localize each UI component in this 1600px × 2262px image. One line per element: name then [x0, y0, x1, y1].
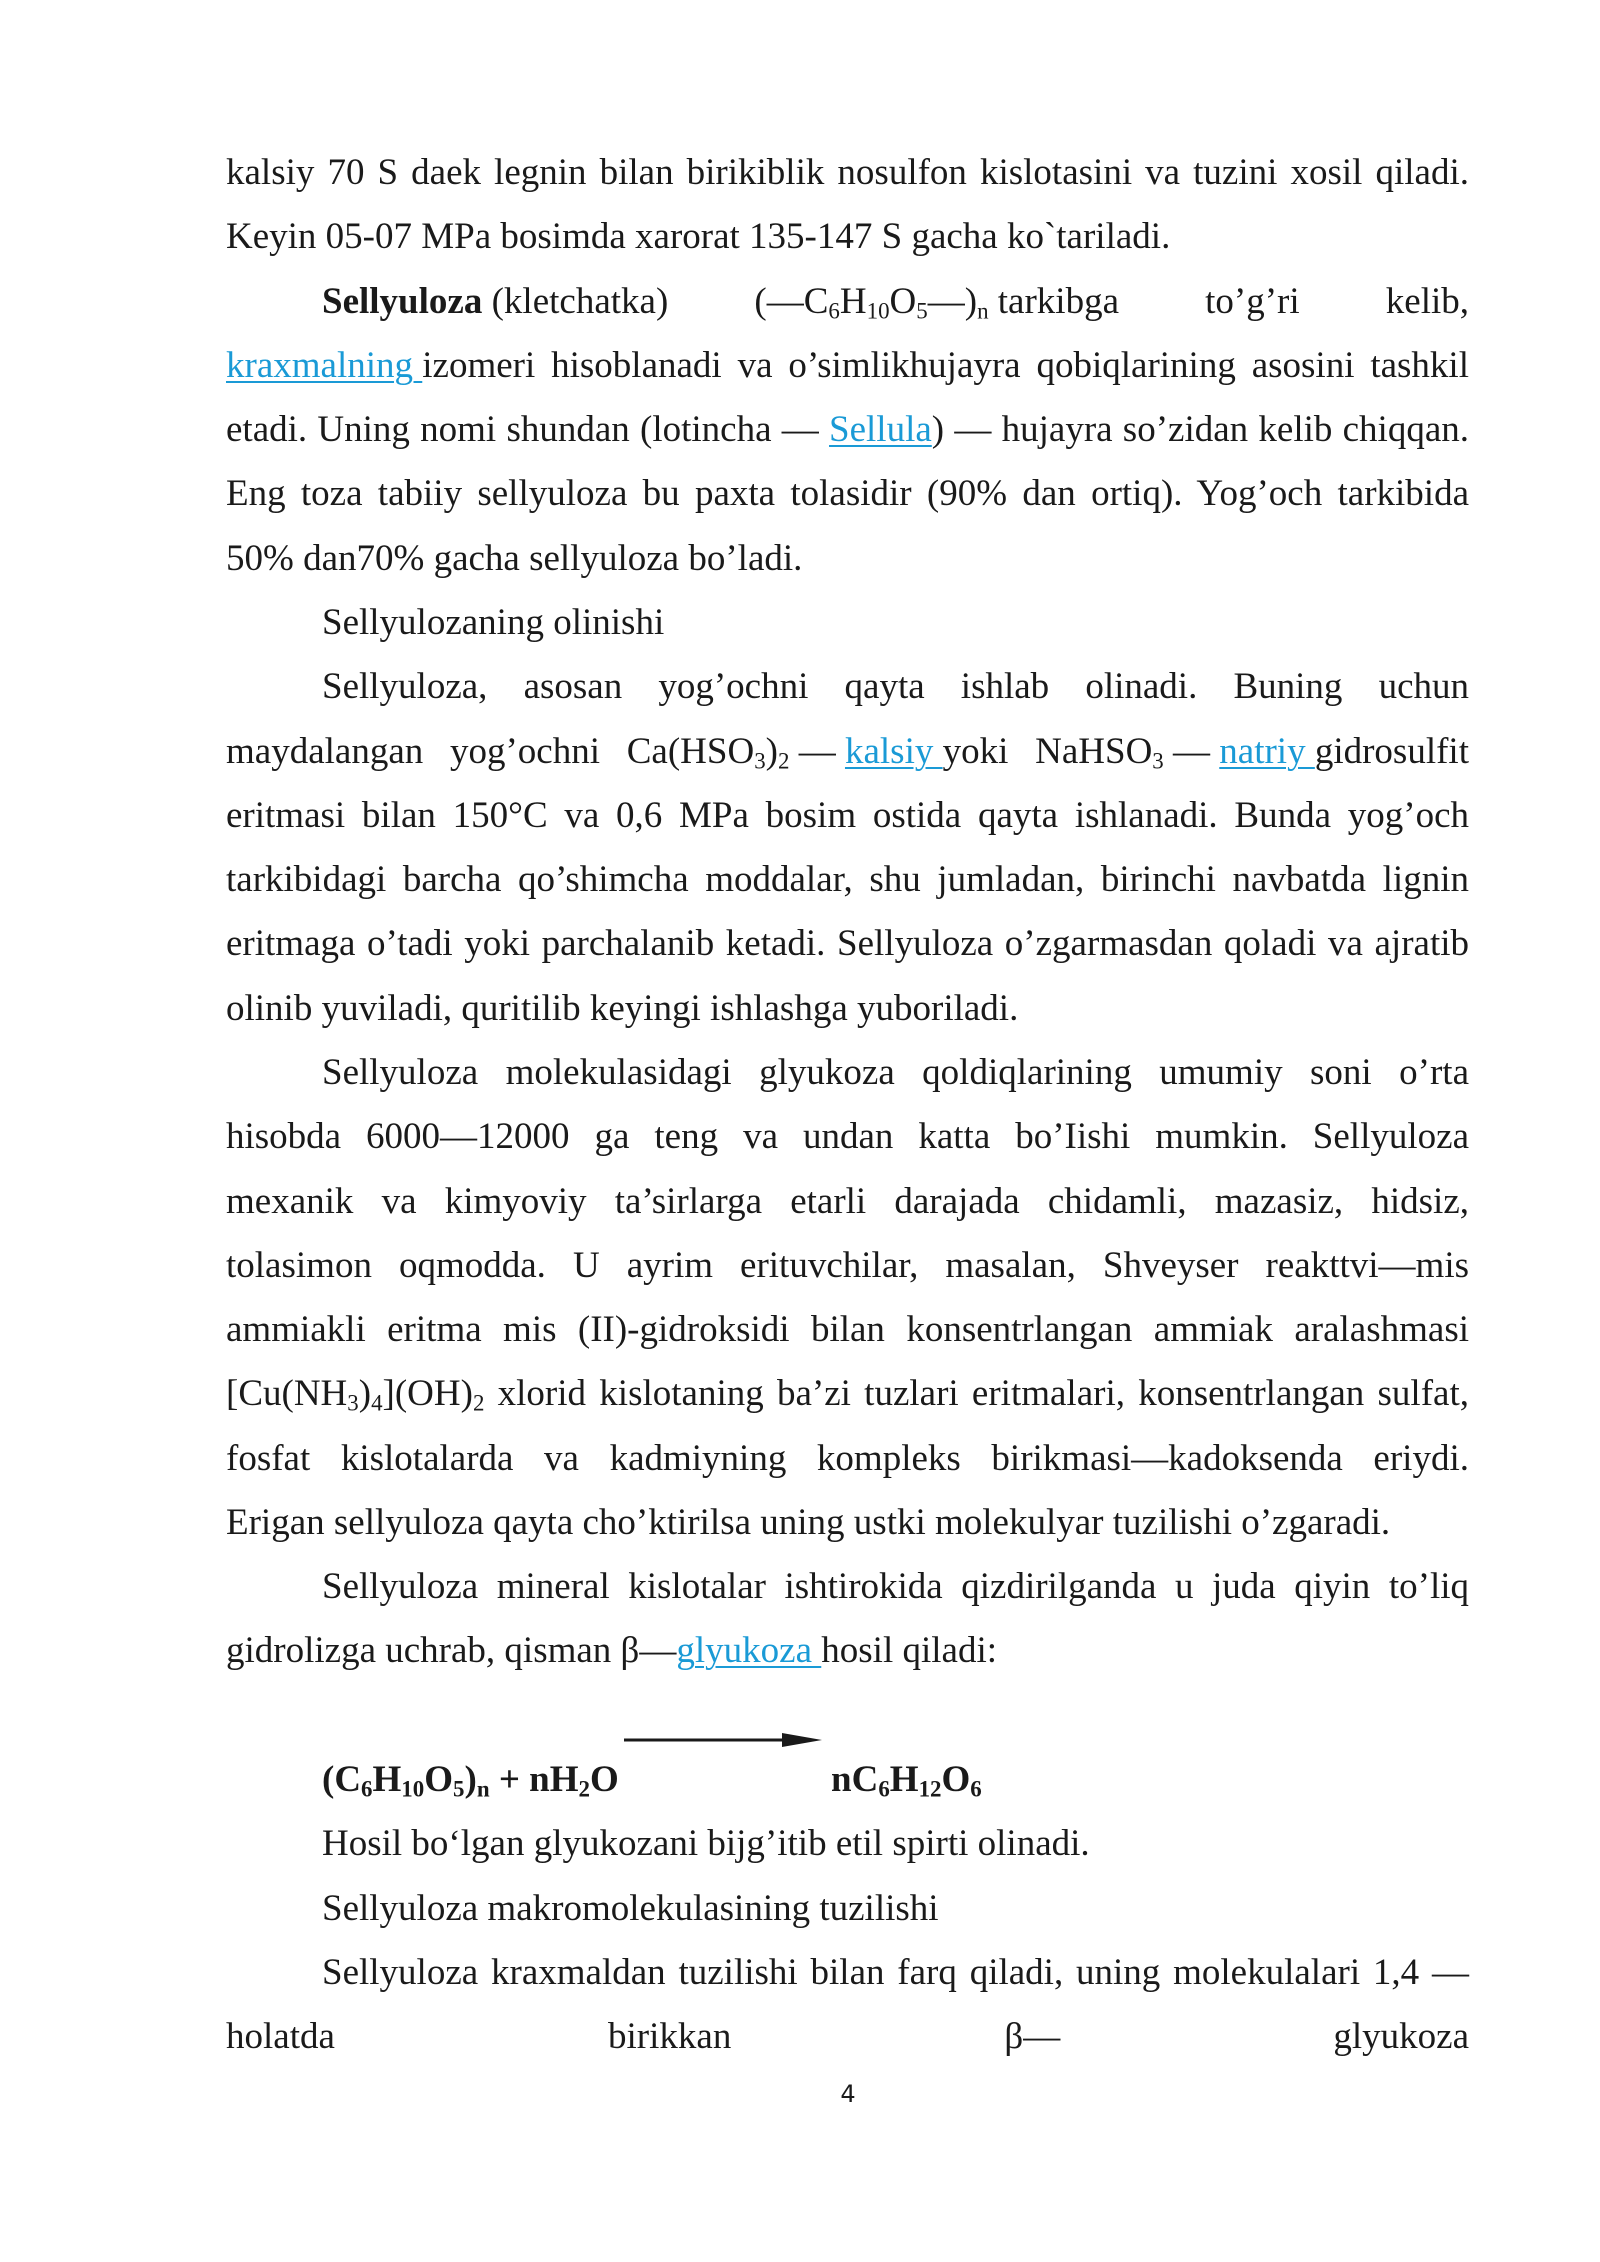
- text-line: [226, 270, 1469, 334]
- text-run: xlorid kislotaning ba’zi tuzlari eritmalari, konsentrlangan sulfat,: [484, 1373, 1469, 1415]
- text-run: izomeri hisoblanadi va o’simlikhujayra qobiqlarining asosini tashkil: [422, 344, 1469, 386]
- text-run: —): [927, 280, 978, 322]
- text-run: O: [590, 1759, 619, 1801]
- link-glyukoza[interactable]: glyukoza: [676, 1630, 822, 1672]
- text-run: NaHSO: [1035, 730, 1153, 772]
- text-line: [226, 2005, 1469, 2069]
- paragraph: [226, 591, 1469, 655]
- text-run: eritmasi bilan 150°C va 0,6 MPa bosim ostida qayta ishlanadi. Bunda yog’och: [226, 794, 1469, 836]
- text-group: [322, 270, 668, 334]
- text-run: Sellyulozaning olinishi: [322, 601, 665, 643]
- text-run: gidrosulfit: [1314, 730, 1469, 772]
- text-run: O: [941, 1759, 971, 1801]
- subscript: n: [476, 1776, 490, 1802]
- text-run: olinib yuviladi, quritilib keyingi ishlashga yuboriladi.: [226, 987, 1019, 1029]
- text-line: [226, 1427, 1469, 1491]
- text-run: tarkibidagi barcha qo’shimcha moddalar, shu jumladan, birinchi navbatda lignin: [226, 859, 1469, 901]
- subscript: 6: [878, 1776, 890, 1802]
- text-run: ): [765, 730, 778, 772]
- subscript: 10: [401, 1776, 425, 1802]
- text-run: [Cu(NH: [226, 1373, 348, 1415]
- text-run: [668, 281, 754, 322]
- text-run: Sellyuloza molekulasidagi glyukoza qoldiqlarining umumiy soni o’rta: [322, 1051, 1469, 1093]
- text-run: mexanik va kimyoviy ta’sirlarga etarli darajada chidamli, mazasiz, hidsiz,: [226, 1180, 1469, 1222]
- link-kraxmalning[interactable]: kraxmalning: [226, 344, 423, 386]
- text-run: hosil qiladi:: [821, 1630, 998, 1672]
- text-run: eritmaga o’tadi yoki parchalanib ketadi. Sellyuloza o’zgarmasdan qoladi va ajratib: [226, 923, 1469, 965]
- text-run: kalsiy 70 S daek legnin bilan birikiblik nosulfon kislotasini va tuzini xosil qiladi.: [226, 152, 1469, 193]
- subscript: 12: [918, 1776, 942, 1802]
- subscript: 3: [347, 1391, 359, 1417]
- text-line: [226, 1555, 1469, 1619]
- text-line: [226, 205, 1469, 269]
- subscript: 3: [1152, 748, 1164, 774]
- equation-reactants: [322, 1748, 619, 1812]
- chemical-equation: [226, 1684, 1469, 1813]
- text-line: [226, 1105, 1469, 1169]
- text-run: 50% dan70% gacha sellyuloza bo’ladi.: [226, 537, 803, 579]
- text-line: [226, 1619, 1469, 1683]
- subscript: 3: [754, 748, 766, 774]
- text-run: H: [889, 1759, 919, 1801]
- subscript: 6: [361, 1776, 373, 1802]
- text-run: ) — hujayra so’zidan kelib chiqqan.: [931, 409, 1470, 451]
- text-run: nC: [831, 1759, 879, 1801]
- text-run: Sellyuloza mineral kislotalar ishtirokida qizdirilganda u juda qiyin to’liq: [322, 1566, 1469, 1608]
- equation-row: [226, 1748, 1469, 1812]
- page-number: 4: [840, 2080, 856, 2108]
- link-sellula[interactable]: Sellula: [829, 409, 932, 451]
- text-run: gidrolizga uchrab, qisman β—: [226, 1630, 677, 1672]
- text-line: [226, 977, 1469, 1041]
- subscript: 6: [970, 1776, 982, 1802]
- text-line: [226, 527, 1469, 591]
- text-run: fosfat kislotalarda va kadmiyning kompleks birikmasi—kadoksenda eriydi.: [226, 1437, 1469, 1479]
- text-line: [226, 1362, 1469, 1426]
- text-line: [226, 655, 1469, 719]
- text-run: tarkibga: [988, 280, 1120, 322]
- paragraph: [226, 1812, 1469, 1876]
- text-run: Ca(HSO: [626, 730, 755, 772]
- text-run: ammiakli eritma mis (II)-gidroksidi bilan konsentrlangan ammiak aralashmasi: [226, 1309, 1469, 1351]
- text-line: [226, 1491, 1469, 1555]
- paragraph: [226, 141, 1469, 270]
- text-line: [226, 1941, 1469, 2005]
- text-line: [226, 334, 1469, 398]
- subscript: 5: [453, 1776, 465, 1802]
- text-run: Eng toza tabiiy sellyuloza bu paxta tolasidir (90% dan ortiq). Yog’och tarkibida: [226, 473, 1469, 515]
- body-text: [226, 141, 1469, 2069]
- paragraph: [226, 1041, 1469, 1555]
- text-group: [1035, 720, 1469, 784]
- text-run: maydalangan yog’ochni: [226, 730, 627, 772]
- text-group: [627, 720, 1009, 784]
- text-run: [1008, 731, 1035, 772]
- paragraph: [226, 655, 1469, 1041]
- text-run: Sellyuloza, asosan yog’ochni qayta ishlab olinadi. Buning uchun: [322, 666, 1469, 708]
- text-line: [226, 1812, 1469, 1876]
- text-group: [754, 270, 1119, 334]
- text-run: hisobda 6000—12000 ga teng va undan katta bo’Iishi mumkin. Sellyuloza: [226, 1116, 1469, 1158]
- text-line: [226, 591, 1469, 655]
- equation-products: [831, 1748, 982, 1812]
- subscript: 2: [472, 1391, 485, 1417]
- subscript: 10: [866, 298, 890, 324]
- text-run: ): [358, 1373, 372, 1415]
- text-run: Erigan sellyuloza qayta cho’ktirilsa uning ustki molekulyar tuzilishi o’zgaradi.: [226, 1501, 1391, 1543]
- text-line: [226, 848, 1469, 912]
- subscript: 4: [371, 1391, 383, 1417]
- text-line: [226, 398, 1469, 462]
- text-run: H: [839, 280, 867, 322]
- text-run: to’g’ri kelib,: [1119, 280, 1470, 322]
- subscript: 2: [578, 1776, 590, 1802]
- text-run: H: [372, 1759, 402, 1801]
- text-line: [226, 462, 1469, 526]
- text-run: Hosil bo‘lgan glyukozani bijg’itib etil spirti olinadi.: [322, 1823, 1090, 1865]
- text-line: [226, 141, 1469, 205]
- text-run: —: [1163, 730, 1220, 772]
- text-run: ](OH): [382, 1373, 473, 1415]
- paragraph: [226, 1941, 1469, 2070]
- text-run: etadi. Uning nomi shundan (lotincha —: [226, 409, 830, 451]
- paragraph: [226, 1555, 1469, 1684]
- text-line: [226, 1298, 1469, 1362]
- text-run: Sellyuloza makromolekulasining tuzilishi: [322, 1887, 939, 1929]
- text-run: tolasimon oqmodda. U ayrim erituvchilar, masalan, Shveyser reakttvi—mis: [226, 1244, 1469, 1286]
- subscript: 6: [828, 298, 840, 324]
- paragraph: [226, 1877, 1469, 1941]
- text-run: + nH: [489, 1759, 579, 1801]
- paragraph: [226, 270, 1469, 591]
- text-line: [226, 784, 1469, 848]
- link-kalsiy[interactable]: kalsiy: [844, 730, 943, 772]
- text-run: ): [464, 1759, 477, 1801]
- text-line: [226, 720, 1469, 784]
- text-line: [226, 1041, 1469, 1105]
- text-run: Keyin 05-07 MPa bosimda xarorat 135-147 S gacha ko`tariladi.: [226, 216, 1171, 258]
- text-run: holatda birikkan β— glyukoza: [226, 2016, 1469, 2058]
- text-line: [226, 1234, 1469, 1298]
- text-run: (C: [322, 1759, 362, 1801]
- text-line: [226, 912, 1469, 976]
- text-run: O: [424, 1759, 454, 1801]
- text-run: O: [889, 280, 917, 322]
- text-run: Sellyuloza kraxmaldan tuzilishi bilan farq qiladi, uning molekulalari 1,4 —: [322, 1951, 1469, 1993]
- text-run: (kletchatka): [482, 280, 669, 322]
- bold-term: Sellyuloza: [322, 280, 483, 322]
- text-run: yoki: [942, 730, 1009, 772]
- subscript: 2: [778, 748, 790, 774]
- link-natriy[interactable]: natriy: [1219, 730, 1315, 772]
- text-line: [226, 1877, 1469, 1941]
- subscript: 5: [916, 298, 928, 324]
- text-run: —: [789, 730, 845, 772]
- text-run: (—C: [754, 280, 829, 322]
- subscript: n: [977, 298, 989, 324]
- text-line: [226, 1170, 1469, 1234]
